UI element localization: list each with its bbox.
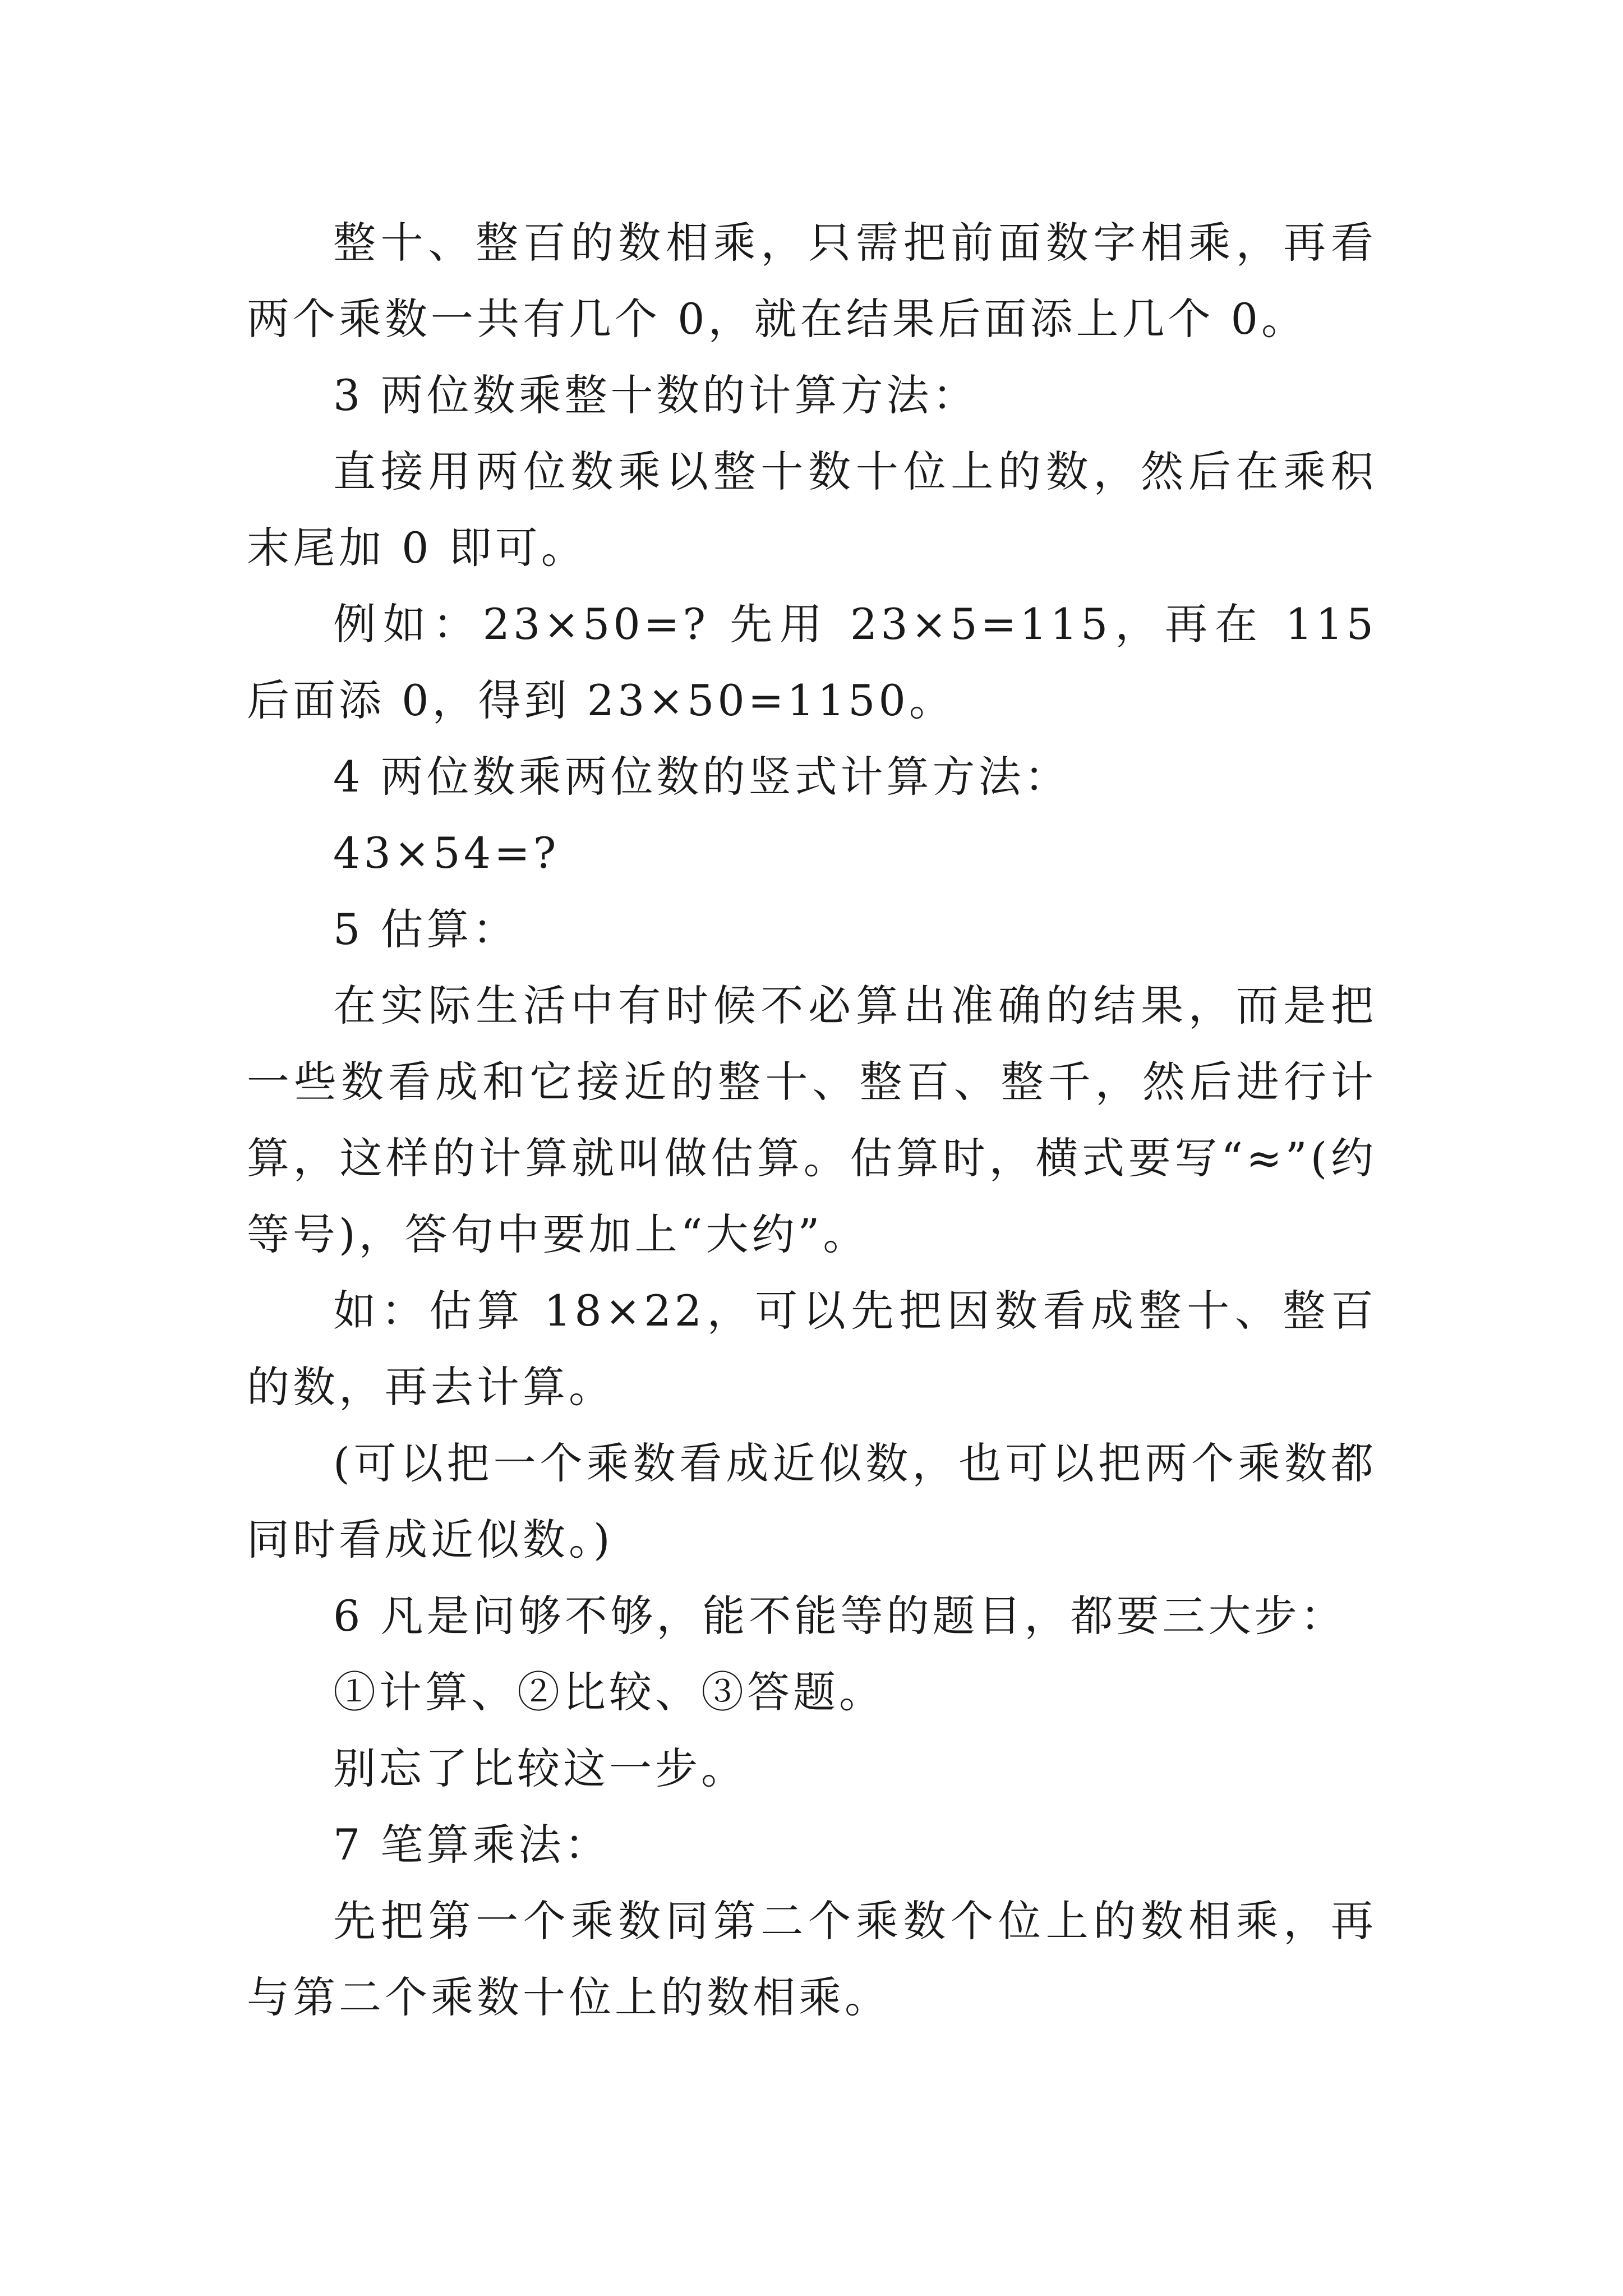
paragraph-compare-reminder: 别忘了比较这一步。: [333, 1743, 747, 1793]
heading-section-7: 7 笔算乘法：: [333, 1820, 611, 1870]
paragraph-three-steps: ①计算、②比较、③答题。: [333, 1667, 885, 1717]
heading-section-4: 4 两位数乘两位数的竖式计算方法：: [333, 752, 1071, 802]
paragraph-estimation-note: (可以把一个乘数看成近似数，也可以把两个乘数都同时看成近似数。): [247, 1438, 1377, 1565]
paragraph-estimation-example: 如：估算 18×22，可以先把因数看成整十、整百的数，再去计算。: [247, 1286, 1377, 1412]
paragraph-zero-rule: 整十、整百的数相乘，只需把前面数字相乘，再看两个乘数一共有几个 0，就在结果后面添上几个 0。: [247, 218, 1377, 344]
paragraph-section-3-method: 直接用两位数乘以整十数十位上的数，然后在乘积末尾加 0 即可。: [247, 447, 1377, 573]
document-body: [247, 205, 1377, 2036]
heading-section-3: 3 两位数乘整十数的计算方法：: [333, 370, 979, 420]
paragraph-estimation-definition: 在实际生活中有时候不必算出准确的结果，而是把一些数看成和它接近的整十、整百、整千，然后进行计算，这样的计算就叫做估算。估算时，横式要写“≈”(约等号)，答句中要加上“大约”。: [247, 981, 1377, 1259]
paragraph-section-4-example: 43×54=?: [333, 828, 560, 878]
paragraph-section-3-example: 例如：23×50=? 先用 23×5=115，再在 115 后面添 0，得到 23×50=1150。: [247, 599, 1377, 725]
paragraph-written-multiplication: 先把第一个乘数同第二个乘数个位上的数相乘，再与第二个乘数十位上的数相乘。: [247, 1896, 1377, 2022]
heading-section-6: 6 凡是问够不够，能不能等的题目，都要三大步：: [333, 1591, 1347, 1641]
heading-section-5: 5 估算：: [333, 904, 519, 954]
